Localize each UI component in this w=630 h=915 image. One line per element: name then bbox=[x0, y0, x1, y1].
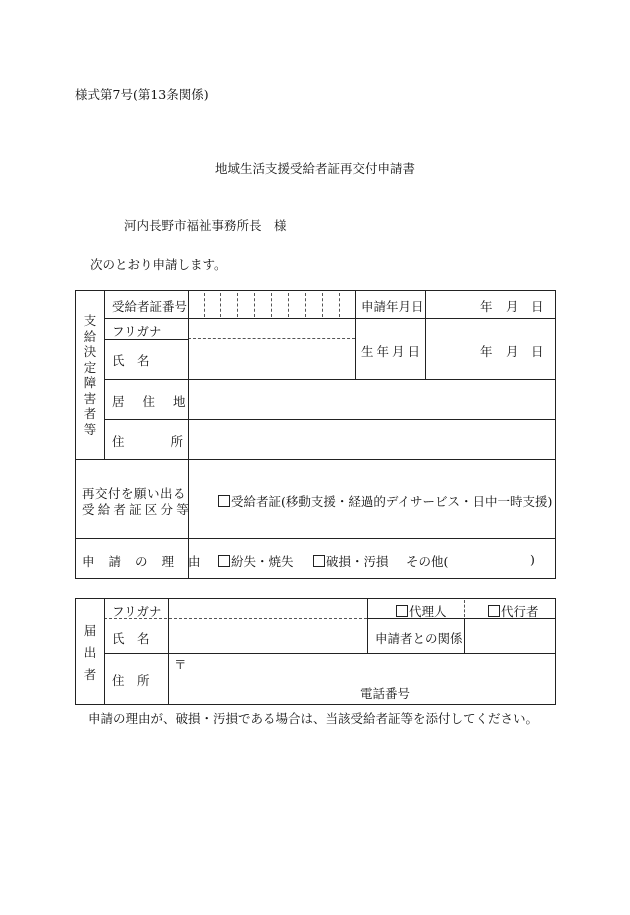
birth-month-unit: 月 bbox=[506, 344, 519, 359]
form-number: 様式第7号(第13条関係) bbox=[75, 87, 209, 102]
notifier-name-label: 氏 名 bbox=[112, 631, 150, 646]
birth-day-unit: 日 bbox=[531, 344, 544, 359]
recipient-side-label: 支給決定障害者等 bbox=[83, 313, 97, 437]
agent-option[interactable] bbox=[396, 602, 447, 620]
reason-damaged-text: 破損・汚損 bbox=[326, 554, 389, 569]
lost-checkbox[interactable] bbox=[218, 555, 230, 567]
addressee: 河内長野市福祉事務所長 様 bbox=[124, 218, 287, 233]
reason-other-label: その他( bbox=[406, 554, 449, 569]
reason-lost-option[interactable] bbox=[218, 552, 294, 570]
notifier-side-label: 届出者 bbox=[83, 623, 97, 682]
agent-option-text: 代理人 bbox=[409, 604, 447, 619]
damaged-checkbox[interactable] bbox=[313, 555, 325, 567]
reason-other-close: ) bbox=[530, 552, 535, 567]
footer-note: 申請の理由が、破損・汚損である場合は、当該受給者証等を添付してください。 bbox=[88, 711, 539, 726]
day-unit: 日 bbox=[531, 299, 544, 314]
relation-label: 申請者との関係 bbox=[375, 631, 463, 646]
notifier-address-label: 住 所 bbox=[112, 673, 150, 688]
reissue-option-text: 受給者証(移動支援・経過的デイサービス・日中一時支援) bbox=[231, 494, 553, 509]
application-date-label: 申請年月日 bbox=[361, 299, 424, 314]
proxy-option[interactable] bbox=[488, 602, 539, 620]
agent-checkbox[interactable] bbox=[396, 605, 408, 617]
furigana-label: フリガナ bbox=[112, 324, 162, 339]
intro-text: 次のとおり申請します。 bbox=[90, 257, 227, 272]
year-unit: 年 bbox=[480, 299, 493, 314]
birth-year-unit: 年 bbox=[480, 344, 493, 359]
reissue-label-line1: 再交付を願い出る bbox=[82, 486, 187, 501]
page-title: 地域生活支援受給者証再交付申請書 bbox=[214, 161, 415, 176]
proxy-option-text: 代行者 bbox=[501, 604, 539, 619]
postal-mark: 〒 bbox=[174, 657, 187, 672]
address-label: 住所 bbox=[112, 434, 230, 449]
residence-label: 居住地 bbox=[112, 394, 204, 409]
reason-lost-text: 紛失・焼失 bbox=[231, 554, 294, 569]
phone-label: 電話番号 bbox=[360, 686, 411, 701]
name-label: 氏 名 bbox=[112, 353, 150, 368]
reissue-checkbox[interactable] bbox=[218, 495, 230, 507]
certificate-number-label: 受給者証番号 bbox=[112, 299, 188, 314]
notifier-furigana-label: フリガナ bbox=[112, 604, 162, 619]
birthdate-label: 生年月日 bbox=[361, 344, 424, 359]
proxy-checkbox[interactable] bbox=[488, 605, 500, 617]
reissue-label-line2: 受給者証区分等 bbox=[82, 502, 192, 517]
reason-damaged-option[interactable] bbox=[313, 552, 389, 570]
reissue-option[interactable] bbox=[218, 492, 552, 510]
reason-label: 申請の理由 bbox=[82, 554, 215, 569]
month-unit: 月 bbox=[506, 299, 519, 314]
